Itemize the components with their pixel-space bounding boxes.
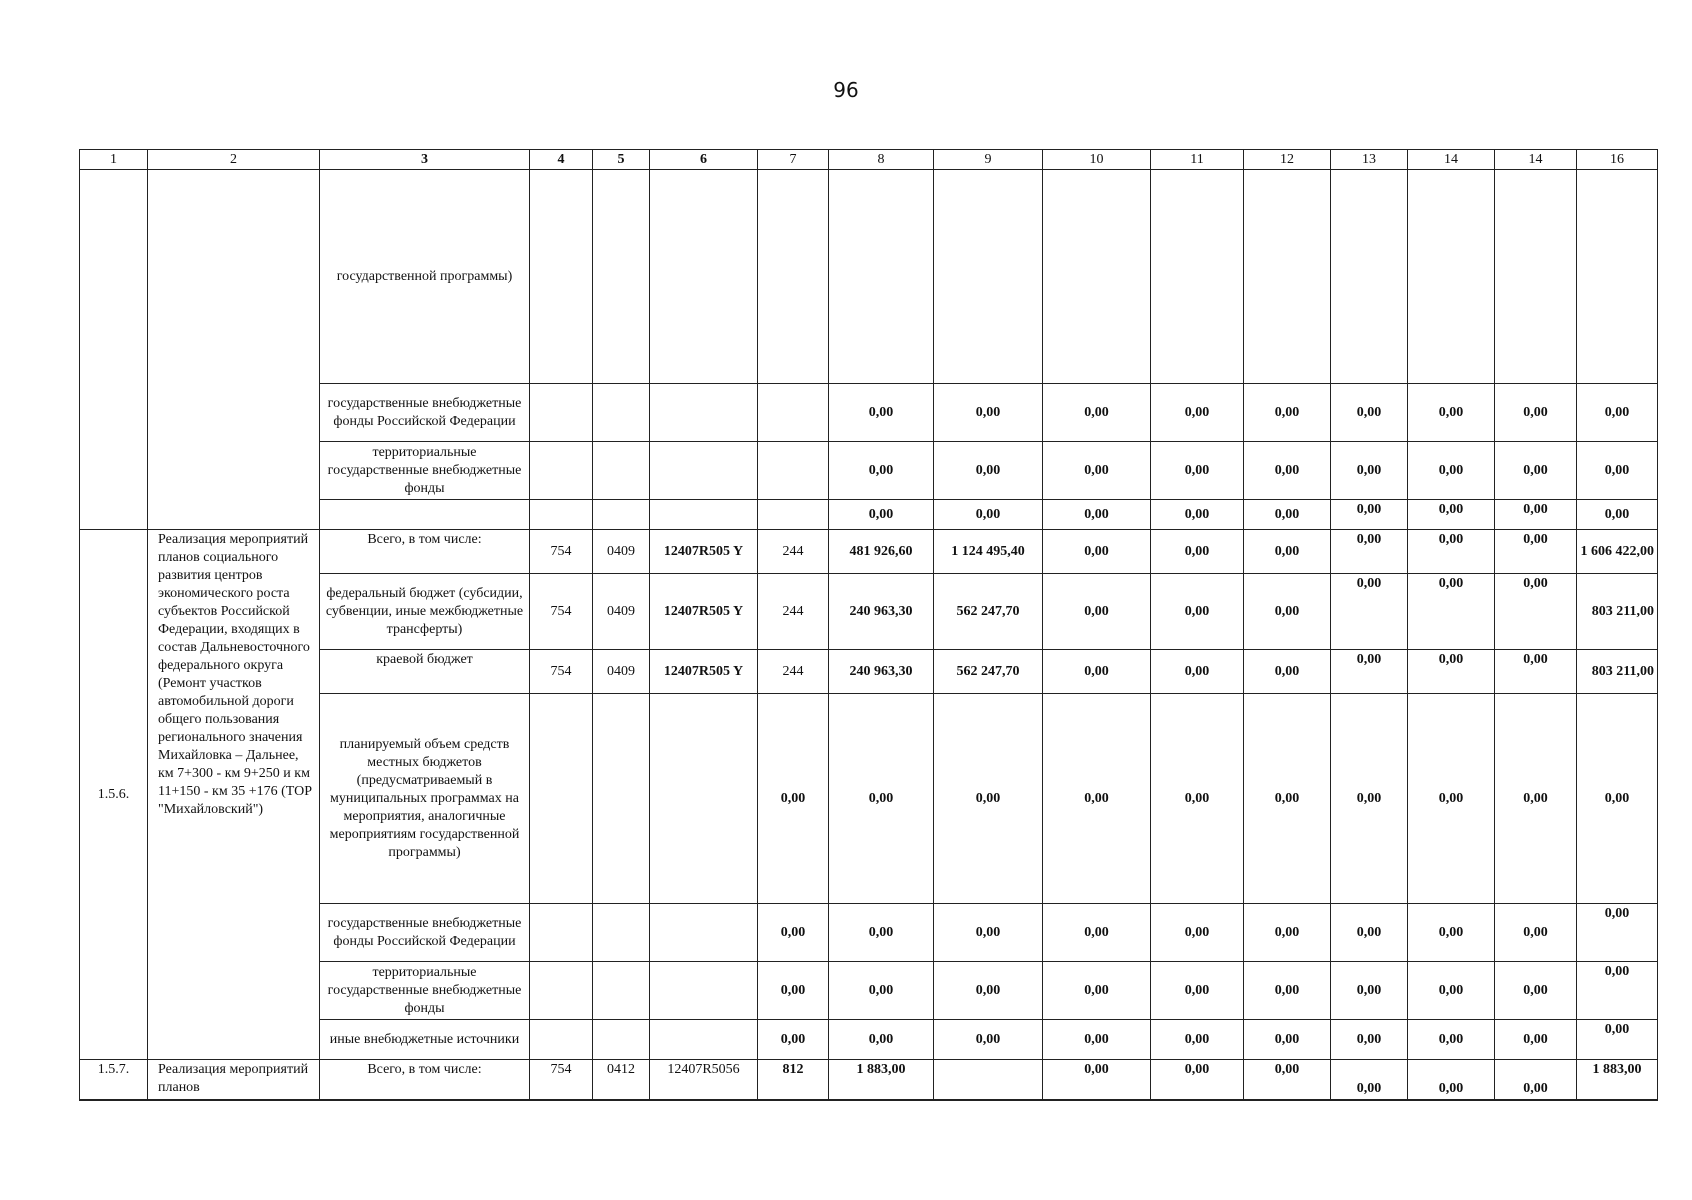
value-cell: 0,00 xyxy=(1043,500,1151,530)
value-cell: 0,00 xyxy=(1408,500,1495,530)
col-header: 5 xyxy=(593,150,650,170)
value-cell: 0,00 xyxy=(1151,1060,1244,1100)
value-cell: 1 606 422,00 xyxy=(1577,530,1658,574)
value-cell: 1 883,00 xyxy=(829,1060,934,1100)
value-cell: 0,00 xyxy=(1408,530,1495,574)
value-cell: 0,00 xyxy=(1331,530,1408,574)
value-cell: 0,00 xyxy=(1495,904,1577,962)
value-cell: 0,00 xyxy=(1244,1060,1331,1100)
value-cell: 0,00 xyxy=(1408,574,1495,650)
value-cell: 0,00 xyxy=(1331,574,1408,650)
value-cell: 0,00 xyxy=(1244,530,1331,574)
cell-c4: 754 xyxy=(530,574,593,650)
cell-c6: 12407R5056 xyxy=(650,1060,758,1100)
value-cell: 0,00 xyxy=(1151,442,1244,500)
value-cell: 0,00 xyxy=(1495,442,1577,500)
value-cell: 0,00 xyxy=(1244,694,1331,904)
value-cell: 0,00 xyxy=(1043,1060,1151,1100)
source-label: краевой бюджет xyxy=(320,650,530,694)
col-header: 16 xyxy=(1577,150,1658,170)
cell-c5 xyxy=(593,1020,650,1060)
value-cell: 0,00 xyxy=(1043,442,1151,500)
value-cell: 562 247,70 xyxy=(934,650,1043,694)
source-label: иные внебюджетные источники xyxy=(320,1020,530,1060)
cell-c6 xyxy=(650,904,758,962)
cell-c4 xyxy=(530,962,593,1020)
value-cell: 0,00 xyxy=(1408,650,1495,694)
value-cell: 0,00 xyxy=(1151,384,1244,442)
value-cell: 0,00 xyxy=(1244,500,1331,530)
table-row xyxy=(80,1060,1658,1100)
value-cell: 0,00 xyxy=(829,694,934,904)
value-cell: 0,00 xyxy=(1331,962,1408,1020)
cell-c6: 12407R505 Y xyxy=(650,530,758,574)
value-cell: 0,00 xyxy=(1408,962,1495,1020)
source-label: государственные внебюджетные фонды Российской Федерации xyxy=(320,904,530,962)
value-cell: 0,00 xyxy=(829,1020,934,1060)
source-label xyxy=(320,500,530,530)
value-cell: 0,00 xyxy=(1151,962,1244,1020)
value-cell: 0,00 xyxy=(1244,962,1331,1020)
cell-c5: 0409 xyxy=(593,530,650,574)
value-cell: 0,00 xyxy=(1495,384,1577,442)
value-cell: 0,00 xyxy=(1408,442,1495,500)
value-cell: 240 963,30 xyxy=(829,574,934,650)
value-cell: 0,00 xyxy=(1043,904,1151,962)
cell-c5: 0409 xyxy=(593,574,650,650)
cell-c6 xyxy=(650,694,758,904)
col-header: 7 xyxy=(758,150,829,170)
col-header: 10 xyxy=(1043,150,1151,170)
row-name: Реализация мероприятий планов социального развития центров экономического роста субъектов Российской Федерации, входящих в состав Дальневосточного федерального округа (Ремонт участков автомобильной дороги общего пользования регионального значения Михайловка – Дальнее, км 7+300 - км 9+250 и км 11+150 - км 35 +176 (ТОР "Михайловский") xyxy=(148,530,320,1060)
cell-c4 xyxy=(530,904,593,962)
budget-table xyxy=(79,149,1658,1101)
value-cell: 803 211,00 xyxy=(1577,574,1658,650)
col-header: 13 xyxy=(1331,150,1408,170)
col-header: 14 xyxy=(1495,150,1577,170)
cell-c7: 244 xyxy=(758,650,829,694)
row-name: Реализация мероприятий планов xyxy=(148,1060,320,1100)
value-cell: 0,00 xyxy=(934,500,1043,530)
value-cell: 0,00 xyxy=(1244,1020,1331,1060)
cell-c4 xyxy=(530,1020,593,1060)
value-cell: 0,00 xyxy=(1495,530,1577,574)
value-cell: 0,00 xyxy=(1577,500,1658,530)
value-cell: 803 211,00 xyxy=(1577,650,1658,694)
value-cell: 0,00 xyxy=(1495,574,1577,650)
page-number: 96 xyxy=(833,78,859,102)
value-cell: 0,00 xyxy=(829,442,934,500)
cell-c4: 754 xyxy=(530,1060,593,1100)
col-header: 2 xyxy=(148,150,320,170)
value-cell: 0,00 xyxy=(1495,650,1577,694)
value-cell: 0,00 xyxy=(934,962,1043,1020)
value-cell: 0,00 xyxy=(1331,904,1408,962)
value-cell xyxy=(934,1060,1043,1100)
cell-c4 xyxy=(530,694,593,904)
cell-c5 xyxy=(593,904,650,962)
value-cell: 0,00 xyxy=(934,384,1043,442)
value-cell: 0,00 xyxy=(1577,1020,1658,1060)
value-cell: 0,00 xyxy=(1577,904,1658,962)
source-label: Всего, в том числе: xyxy=(320,1060,530,1100)
value-cell: 481 926,60 xyxy=(829,530,934,574)
value-cell: 0,00 xyxy=(1495,962,1577,1020)
value-cell: 0,00 xyxy=(1577,694,1658,904)
col-header: 12 xyxy=(1244,150,1331,170)
value-cell: 0,00 xyxy=(1408,1060,1495,1100)
value-cell: 0,00 xyxy=(934,442,1043,500)
value-cell: 0,00 xyxy=(1151,1020,1244,1060)
value-cell: 562 247,70 xyxy=(934,574,1043,650)
value-cell: 0,00 xyxy=(934,694,1043,904)
col-header: 1 xyxy=(80,150,148,170)
row-number xyxy=(80,170,148,530)
value-cell: 0,00 xyxy=(1331,694,1408,904)
value-cell: 0,00 xyxy=(829,384,934,442)
value-cell: 0,00 xyxy=(1244,904,1331,962)
value-cell: 0,00 xyxy=(1043,694,1151,904)
value-cell: 0,00 xyxy=(1331,442,1408,500)
table-row xyxy=(80,530,1658,574)
value-cell: 0,00 xyxy=(1244,574,1331,650)
value-cell: 0,00 xyxy=(1331,650,1408,694)
value-cell: 0,00 xyxy=(829,962,934,1020)
cell-c7: 0,00 xyxy=(758,694,829,904)
value-cell: 0,00 xyxy=(1331,1020,1408,1060)
value-cell: 0,00 xyxy=(1151,904,1244,962)
col-header: 6 xyxy=(650,150,758,170)
col-header: 11 xyxy=(1151,150,1244,170)
source-label: территориальные государственные внебюджетные фонды xyxy=(320,442,530,500)
row-number: 1.5.7. xyxy=(80,1060,148,1100)
col-header: 3 xyxy=(320,150,530,170)
value-cell: 1 883,00 xyxy=(1577,1060,1658,1100)
value-cell: 0,00 xyxy=(1495,500,1577,530)
value-cell: 0,00 xyxy=(1151,694,1244,904)
value-cell: 0,00 xyxy=(1043,650,1151,694)
cell-c6: 12407R505 Y xyxy=(650,574,758,650)
col-header: 8 xyxy=(829,150,934,170)
source-label: планируемый объем средств местных бюджетов (предусматриваемый в муниципальных программах на мероприятия, аналогичные мероприятиям государственной программы) xyxy=(320,694,530,904)
table-row xyxy=(80,170,1658,384)
col-header: 9 xyxy=(934,150,1043,170)
value-cell: 0,00 xyxy=(1331,1060,1408,1100)
cell-c4: 754 xyxy=(530,530,593,574)
cell-c5: 0409 xyxy=(593,650,650,694)
value-cell: 0,00 xyxy=(1495,694,1577,904)
value-cell: 0,00 xyxy=(1331,384,1408,442)
value-cell: 0,00 xyxy=(1043,1020,1151,1060)
value-cell: 0,00 xyxy=(934,1020,1043,1060)
cell-c6 xyxy=(650,1020,758,1060)
cell-c5 xyxy=(593,694,650,904)
source-label: государственные внебюджетные фонды Российской Федерации xyxy=(320,384,530,442)
column-number-row xyxy=(80,150,1658,170)
cell-c5: 0412 xyxy=(593,1060,650,1100)
cell-c5 xyxy=(593,962,650,1020)
value-cell: 0,00 xyxy=(1151,530,1244,574)
value-cell: 0,00 xyxy=(829,500,934,530)
value-cell: 0,00 xyxy=(1244,384,1331,442)
value-cell: 0,00 xyxy=(1495,1060,1577,1100)
value-cell: 1 124 495,40 xyxy=(934,530,1043,574)
value-cell: 0,00 xyxy=(1043,530,1151,574)
cell-c6: 12407R505 Y xyxy=(650,650,758,694)
value-cell: 0,00 xyxy=(1244,442,1331,500)
cell-c7: 244 xyxy=(758,574,829,650)
value-cell: 0,00 xyxy=(1043,962,1151,1020)
col-header: 14 xyxy=(1408,150,1495,170)
value-cell: 0,00 xyxy=(1408,384,1495,442)
value-cell: 0,00 xyxy=(1043,574,1151,650)
value-cell: 0,00 xyxy=(1577,962,1658,1020)
row-number: 1.5.6. xyxy=(80,530,148,1060)
source-label: государственной программы) xyxy=(320,170,530,384)
value-cell: 0,00 xyxy=(1577,384,1658,442)
row-name xyxy=(148,170,320,530)
source-label: Всего, в том числе: xyxy=(320,530,530,574)
cell-c7: 0,00 xyxy=(758,962,829,1020)
value-cell: 0,00 xyxy=(1408,1020,1495,1060)
value-cell: 0,00 xyxy=(1577,442,1658,500)
value-cell: 0,00 xyxy=(1151,500,1244,530)
source-label: федеральный бюджет (субсидии, субвенции, иные межбюджетные трансферты) xyxy=(320,574,530,650)
value-cell: 0,00 xyxy=(1043,384,1151,442)
source-label: территориальные государственные внебюджетные фонды xyxy=(320,962,530,1020)
col-header: 4 xyxy=(530,150,593,170)
cell-c7: 0,00 xyxy=(758,904,829,962)
value-cell: 0,00 xyxy=(1408,694,1495,904)
value-cell: 0,00 xyxy=(1244,650,1331,694)
value-cell: 0,00 xyxy=(1495,1020,1577,1060)
value-cell: 0,00 xyxy=(829,904,934,962)
cell-c7: 812 xyxy=(758,1060,829,1100)
cell-c7: 244 xyxy=(758,530,829,574)
cell-c4: 754 xyxy=(530,650,593,694)
value-cell: 0,00 xyxy=(1151,650,1244,694)
value-cell: 0,00 xyxy=(1151,574,1244,650)
value-cell: 0,00 xyxy=(934,904,1043,962)
value-cell: 240 963,30 xyxy=(829,650,934,694)
cell-c6 xyxy=(650,962,758,1020)
value-cell: 0,00 xyxy=(1331,500,1408,530)
value-cell: 0,00 xyxy=(1408,904,1495,962)
cell-c7: 0,00 xyxy=(758,1020,829,1060)
